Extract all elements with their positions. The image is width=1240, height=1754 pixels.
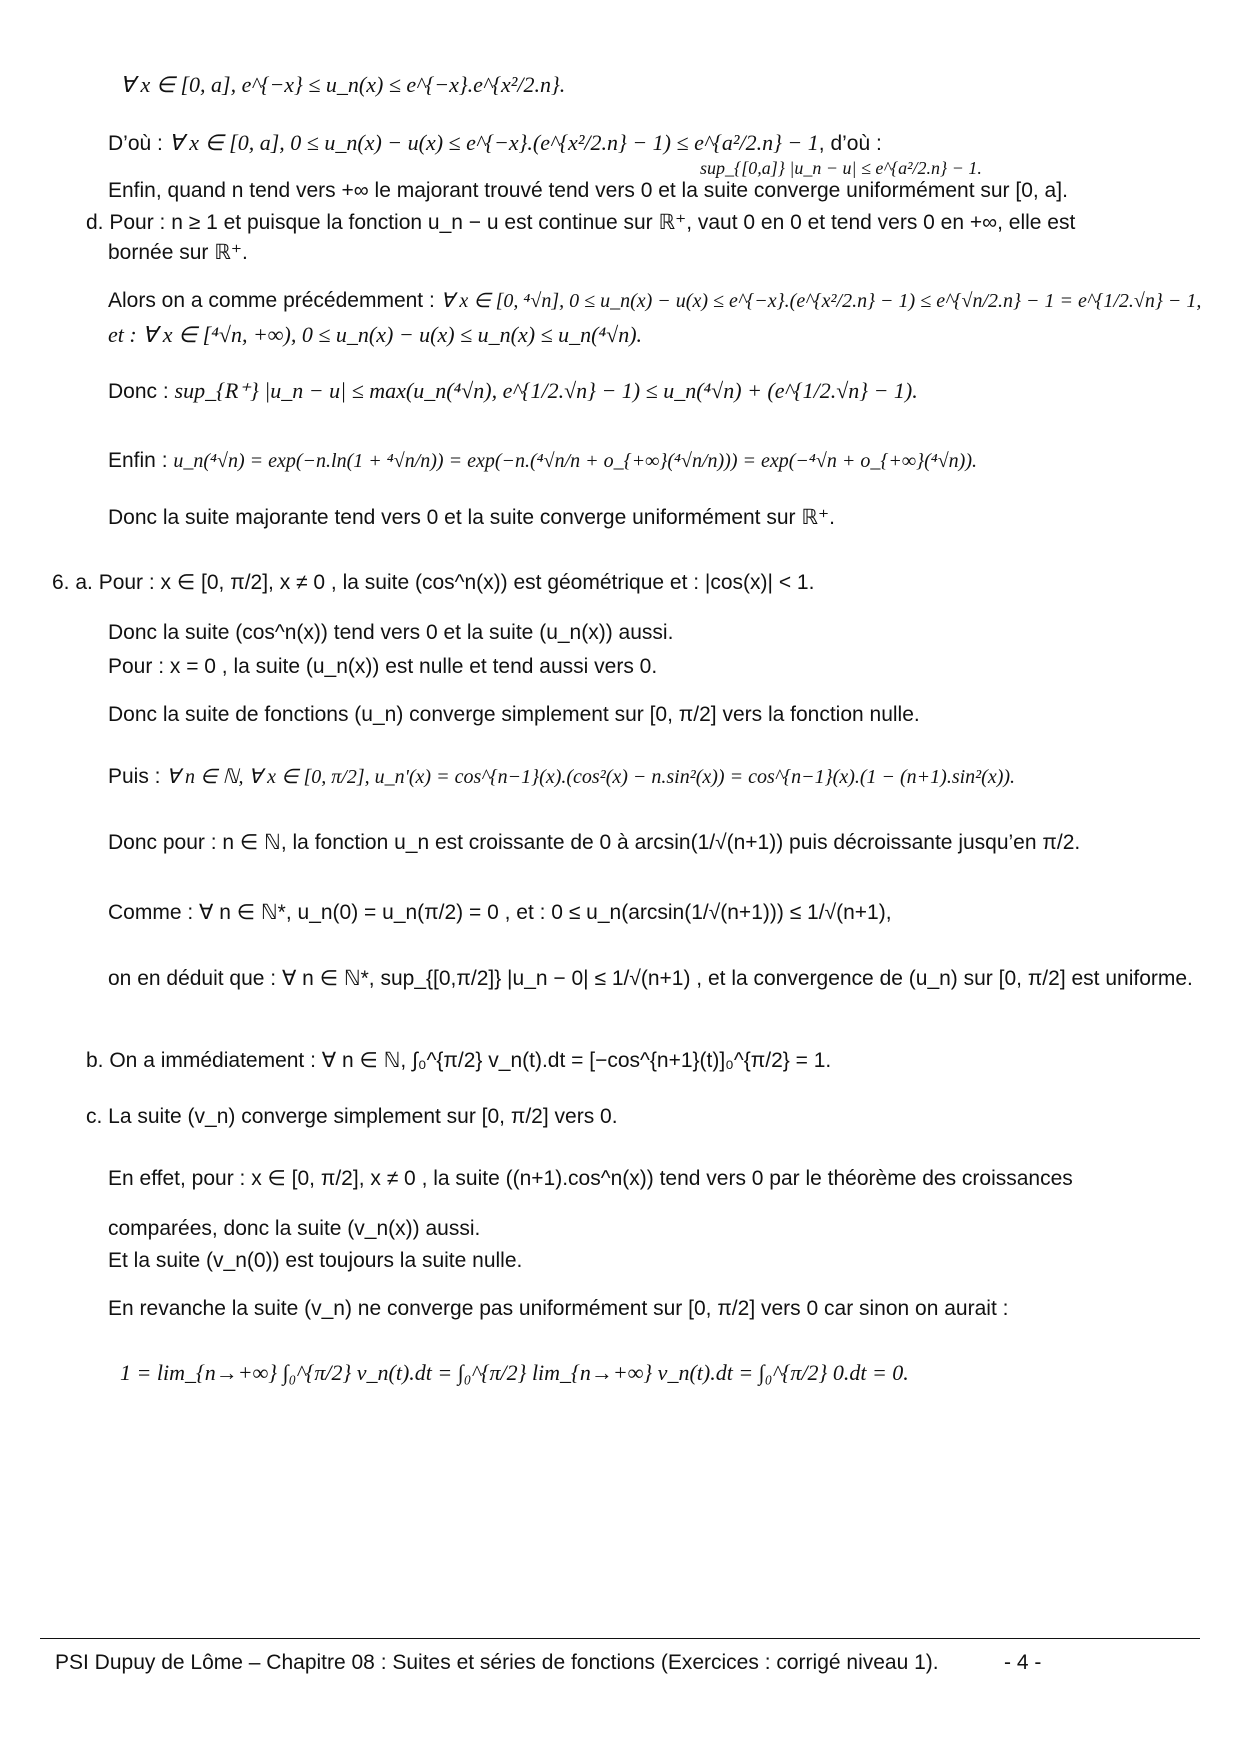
text-6a-line-5	[108, 764, 1015, 789]
formula-limit-integral: 1 = lim_{n→+∞} ∫₀^{π/2} v_n(t).dt = ∫₀^{π/2} lim_{n→+∞} v_n(t).dt = ∫₀^{π/2} 0.dt = 0.	[120, 1360, 909, 1385]
page-number: - 4 -	[1004, 1651, 1042, 1674]
text-donc: Donc :	[108, 380, 169, 403]
math-d3: ∀ x ∈ [0, ⁴√n], 0 ≤ u_n(x) − u(x) ≤ e^{−x}.(e^{x²/2.n} − 1) ≤ e^{√n/2.n} − 1 = e^{1/2.√n} − 1,	[440, 290, 1202, 312]
text-6c-line-1: c. La suite (v_n) converge simplement sur [0, π/2] vers 0.	[86, 1105, 618, 1128]
text-d-line-7: Donc la suite majorante tend vers 0 et la suite converge uniformément sur ℝ⁺.	[108, 506, 835, 529]
text-6c-line-5: En revanche la suite (v_n) ne converge pas uniformément sur [0, π/2] vers 0 car sinon on aurait :	[108, 1297, 1009, 1320]
text-d-line-4: et : ∀ x ∈ [⁴√n, +∞), 0 ≤ u_n(x) − u(x) ≤ u_n(x) ≤ u_n(⁴√n).	[108, 322, 643, 347]
formula-line-2	[108, 130, 882, 156]
text-dou: D’où :	[108, 132, 163, 155]
text-conclusion-c: Enfin, quand n tend vers +∞ le majorant trouvé tend vers 0 et la suite converge uniformément sur [0, a].	[108, 179, 1068, 202]
text-d-line-2: bornée sur ℝ⁺.	[108, 241, 248, 264]
text-6b: b. On a immédiatement : ∀ n ∈ ℕ, ∫₀^{π/2} v_n(t).dt = [−cos^{n+1}(t)]₀^{π/2} = 1.	[86, 1049, 832, 1072]
text-6a-line-7: Comme : ∀ n ∈ ℕ*, u_n(0) = u_n(π/2) = 0 , et : 0 ≤ u_n(arcsin(1/√(n+1))) ≤ 1/√(n+1),	[108, 901, 892, 924]
text-d-line-3	[108, 288, 1201, 313]
math-d6: u_n(⁴√n) = exp(−n.ln(1 + ⁴√n/n)) = exp(−n.(⁴√n/n + o_{+∞}(⁴√n/n))) = exp(−⁴√n + o_{+∞}(⁴√n)).	[173, 450, 977, 472]
text-d-line-5	[108, 378, 918, 404]
math-d5: sup_{R⁺} |u_n − u| ≤ max(u_n(⁴√n), e^{1/2.√n} − 1) ≤ u_n(⁴√n) + (e^{1/2.√n} − 1).	[174, 378, 918, 403]
text-d-line-1: d. Pour : n ≥ 1 et puisque la fonction u_n − u est continue sur ℝ⁺, vaut 0 en 0 et tend vers 0 en +∞, elle est	[86, 211, 1076, 234]
text-6a-line-1: 6. a. Pour : x ∈ [0, π/2], x ≠ 0 , la suite (cos^n(x)) est géométrique et : |cos(x)| < 1.	[52, 571, 815, 594]
text-6a-line-4: Donc la suite de fonctions (u_n) converge simplement sur [0, π/2] vers la fonction nulle.	[108, 703, 920, 726]
text-6c-line-4: Et la suite (v_n(0)) est toujours la suite nulle.	[108, 1249, 523, 1272]
formula-line-1: ∀ x ∈ [0, a], e^{−x} ≤ u_n(x) ≤ e^{−x}.e^{x²/2.n}.	[120, 72, 566, 97]
footer-title: PSI Dupuy de Lôme – Chapitre 08 : Suites et séries de fonctions (Exercices : corrigé niveau 1).	[55, 1651, 939, 1674]
math-bound: ∀ x ∈ [0, a], 0 ≤ u_n(x) − u(x) ≤ e^{−x}.(e^{x²/2.n} − 1) ≤ e^{a²/2.n} − 1	[168, 130, 819, 155]
text-6a-line-2: Donc la suite (cos^n(x)) tend vers 0 et la suite (u_n(x)) aussi.	[108, 621, 674, 644]
text-6c-line-2: En effet, pour : x ∈ [0, π/2], x ≠ 0 , la suite ((n+1).cos^n(x)) tend vers 0 par le théorème des croissances	[108, 1167, 1073, 1190]
text-6a-line-6: Donc pour : n ∈ ℕ, la fonction u_n est croissante de 0 à arcsin(1/√(n+1)) puis décroissante jusqu’en π/2.	[108, 831, 1081, 854]
text-alors: Alors on a comme précédemment :	[108, 289, 435, 312]
text-6a-line-3: Pour : x = 0 , la suite (u_n(x)) est nulle et tend aussi vers 0.	[108, 655, 658, 678]
text-6c-line-3: comparées, donc la suite (v_n(x)) aussi.	[108, 1217, 481, 1240]
math-derivative: ∀ n ∈ ℕ, ∀ x ∈ [0, π/2], u_n'(x) = cos^{n−1}(x).(cos²(x) − n.sin²(x)) = cos^{n−1}(x).(1 − (n+1).sin²(x)).	[166, 766, 1016, 788]
text-dou-2: , d’où :	[818, 132, 882, 155]
text-6a-line-8: on en déduit que : ∀ n ∈ ℕ*, sup_{[0,π/2]} |u_n − 0| ≤ 1/√(n+1) , et la convergence de (u_n) sur [0, π/2] est uniforme.	[108, 967, 1193, 990]
footer-rule	[40, 1638, 1200, 1639]
formula-sup: sup_{[0,a]} |u_n − u| ≤ e^{a²/2.n} − 1.	[700, 158, 982, 178]
text-d-line-6	[108, 448, 977, 473]
text-enfin: Enfin :	[108, 449, 168, 472]
text-puis: Puis :	[108, 765, 161, 788]
